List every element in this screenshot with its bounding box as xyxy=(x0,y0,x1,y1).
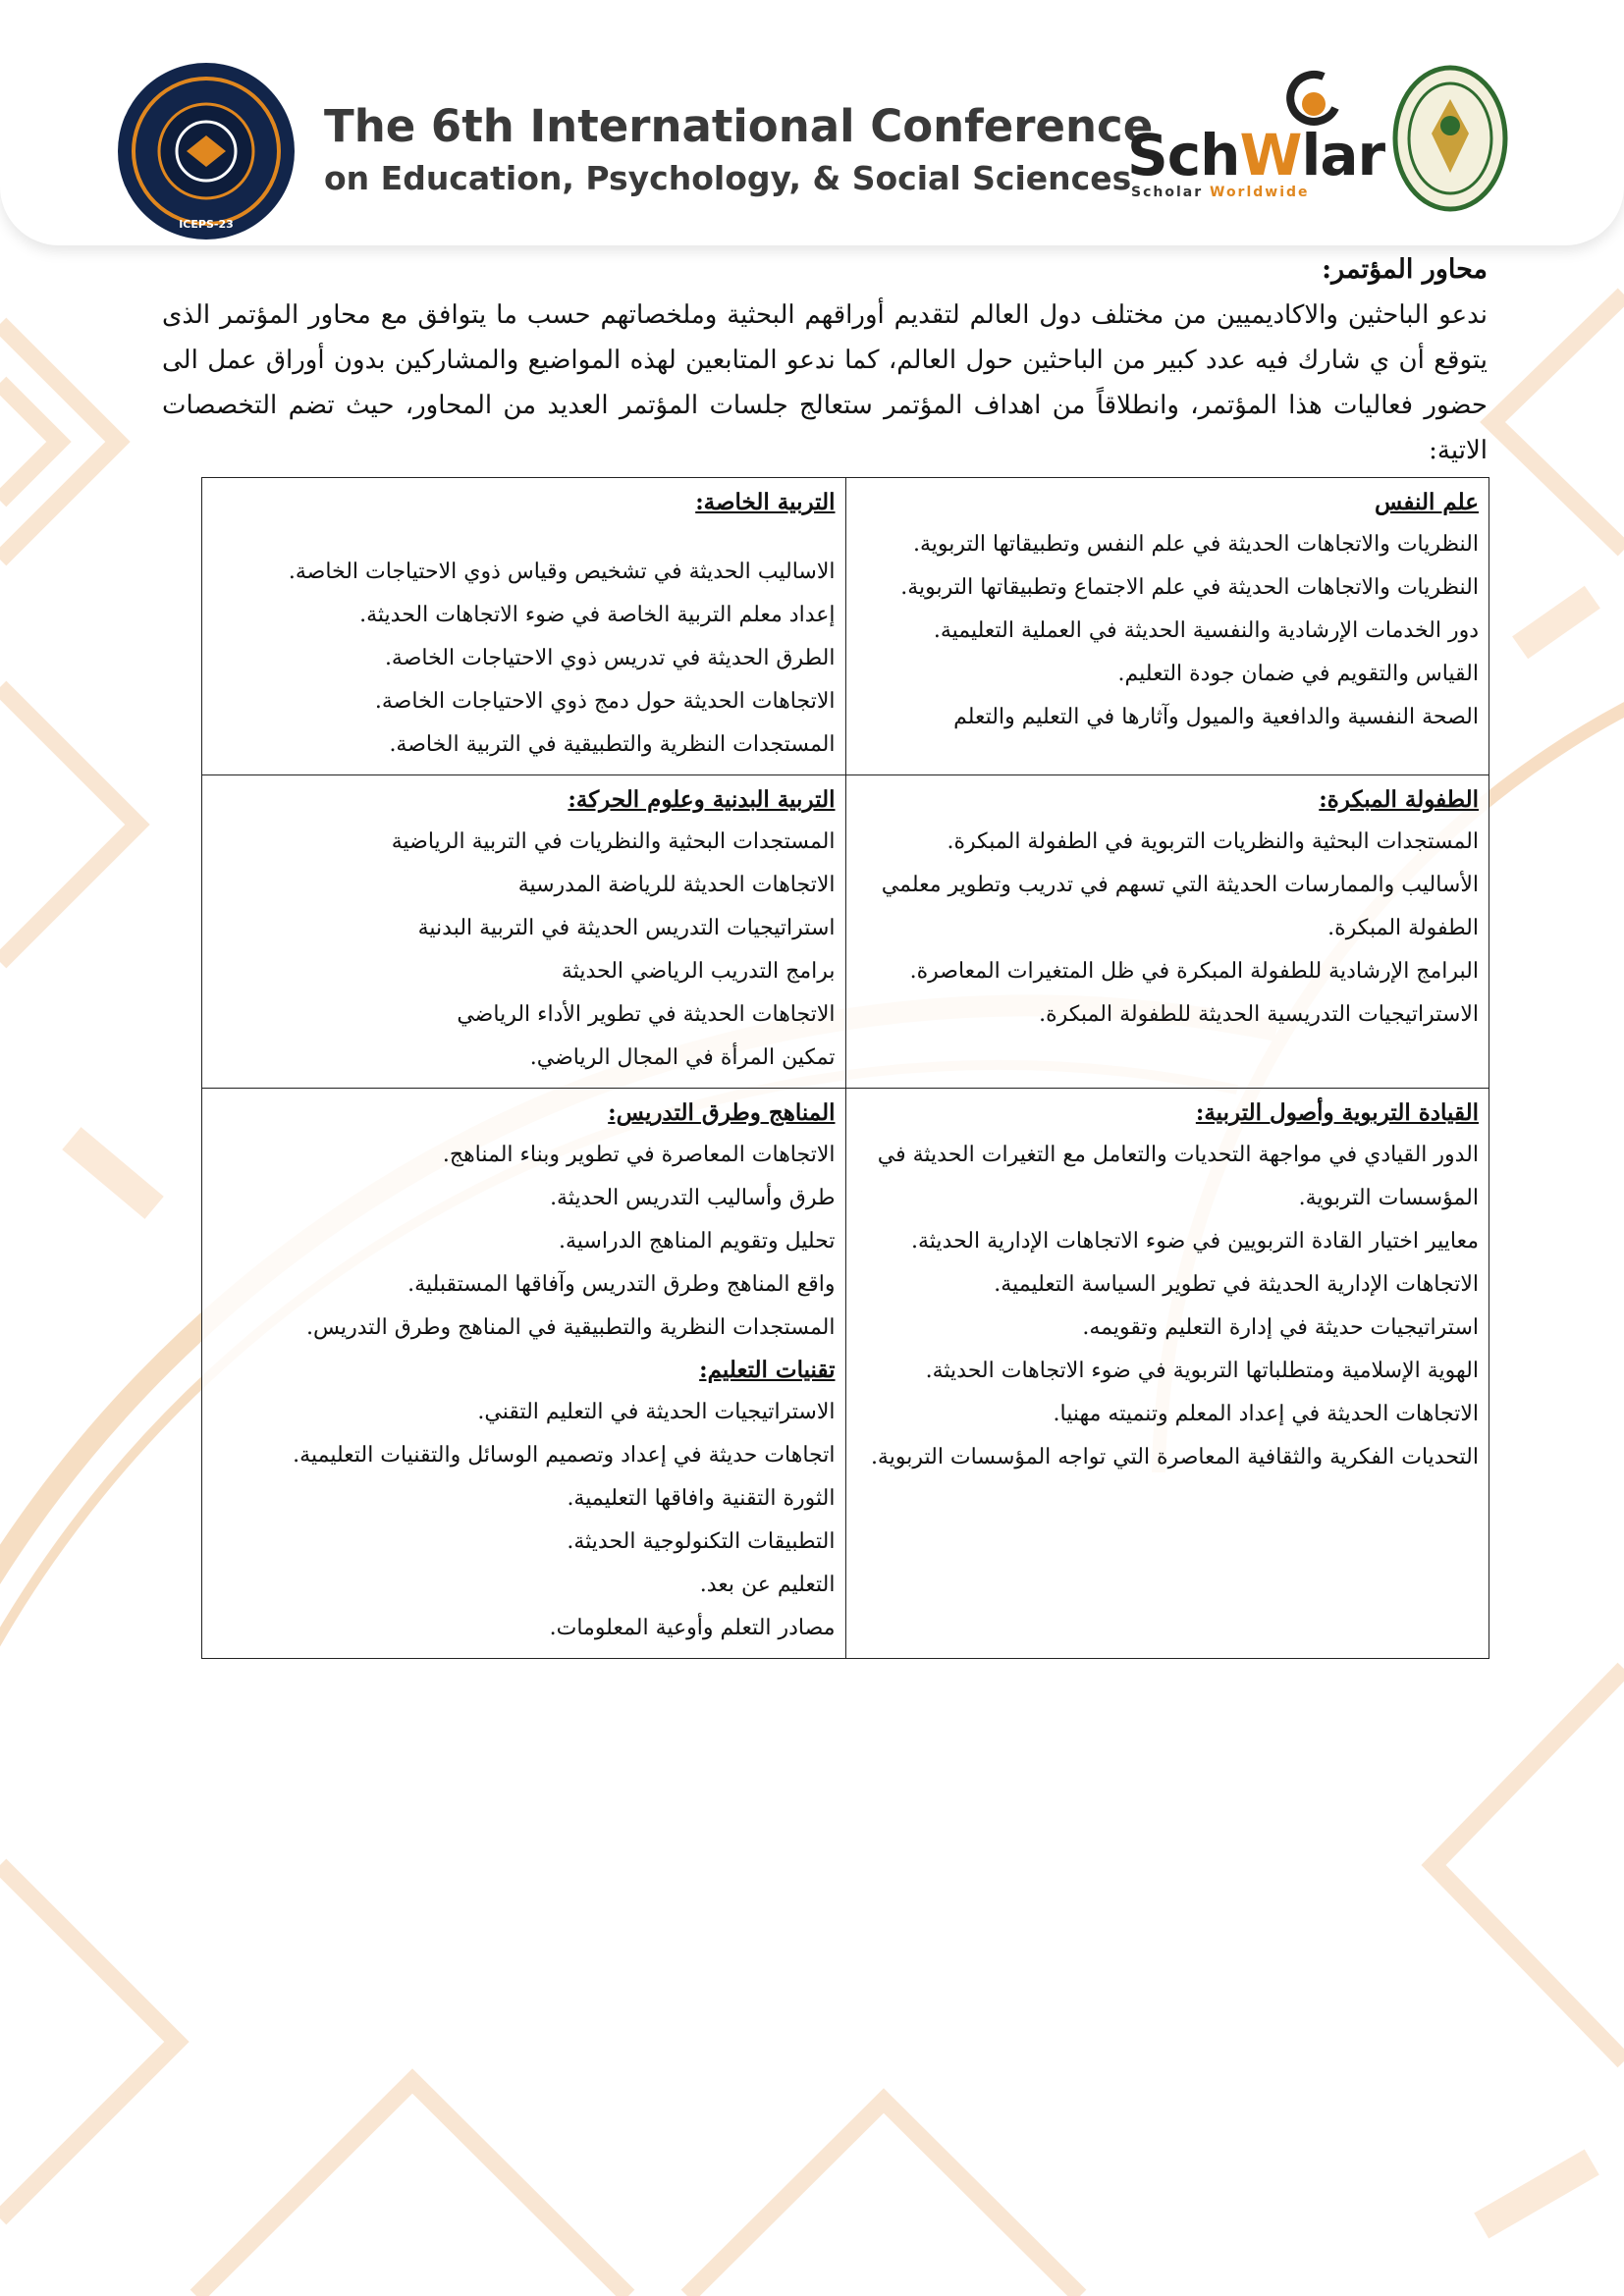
topic-item: الاساليب الحديثة في تشخيص وقياس ذوي الاحتياجات الخاصة. xyxy=(288,560,836,584)
topic-item: الدور القيادي في مواجهة التحديات والتعامل مع التغيرات الحديثة في المؤسسات التربوية. xyxy=(877,1143,1479,1210)
topic-cell-physical-education xyxy=(202,775,846,1089)
topic-item: الهوية الإسلامية ومتطلباتها التربوية في ضوء الاتجاهات الحديثة. xyxy=(925,1359,1479,1383)
section-title: محاور المؤتمر: xyxy=(1322,254,1488,285)
topic-item: دور الخدمات الإرشادية والنفسية الحديثة في العملية التعليمية. xyxy=(933,618,1479,643)
topic-item: مصادر التعلم وأوعية المعلومات. xyxy=(549,1616,836,1640)
topic-item: الاتجاهات الإدارية الحديثة في تطوير السياسة التعليمية. xyxy=(994,1272,1479,1297)
topic-item: المستجدات البحثية والنظريات في التربية الرياضية xyxy=(391,829,836,854)
table-row xyxy=(202,478,1489,775)
topic-item: معايير اختيار القادة التربويين في ضوء الاتجاهات الإدارية الحديثة. xyxy=(911,1229,1479,1254)
topic-item: النظريات والاتجاهات الحديثة في علم النفس وتطبيقاتها التربوية. xyxy=(913,532,1479,557)
topic-title: التربية الخاصة: xyxy=(695,489,836,515)
main-content xyxy=(162,245,1488,1659)
topic-cell-curricula-and-technology xyxy=(202,1089,846,1659)
scholar-tagline: Scholar Worldwide xyxy=(1131,185,1310,200)
topic-item: القياس والتقويم في ضمان جودة التعليم. xyxy=(1117,662,1479,686)
topic-item: الاتجاهات الحديثة في تطوير الأداء الرياضي xyxy=(457,1002,836,1027)
topic-title: التربية البدنية وعلوم الحركة: xyxy=(568,786,836,813)
conference-seal-logo xyxy=(116,61,297,241)
table-row xyxy=(202,1089,1489,1659)
topic-title: القيادة التربوية وأصول التربية: xyxy=(1195,1099,1479,1126)
topic-item: الاتجاهات الحديثة حول دمج ذوي الاحتياجات الخاصة. xyxy=(374,689,836,714)
scholar-worldwide-logo xyxy=(1127,69,1385,206)
topic-item: التطبيقات التكنولوجية الحديثة. xyxy=(567,1529,836,1554)
topic-item: طرق وأساليب التدريس الحديثة. xyxy=(550,1186,836,1210)
topic-item: استراتيجيات حديثة في إدارة التعليم وتقويمه. xyxy=(1082,1315,1479,1340)
svg-text:ICEPS-23: ICEPS-23 xyxy=(179,218,234,231)
topic-item: تحليل وتقويم المناهج الدراسية. xyxy=(558,1229,836,1254)
topic-item: الصحة النفسية والدافعية والميول وآثارها في التعليم والتعلم xyxy=(953,705,1479,729)
topic-item: إعداد معلم التربية الخاصة في ضوء الاتجاهات الحديثة. xyxy=(359,603,836,627)
topic-item: الأساليب والممارسات الحديثة التي تسهم في تدريب وتطوير معلمي الطفولة المبكرة. xyxy=(881,873,1479,940)
topic-cell-special-education xyxy=(202,478,846,775)
table-row xyxy=(202,775,1489,1089)
topic-item: تمكين المرأة في المجال الرياضي. xyxy=(529,1045,836,1070)
topic-item: برامج التدريب الرياضي الحديثة xyxy=(561,959,836,984)
topic-title: تقنيات التعليم: xyxy=(699,1357,836,1383)
topic-item: اتجاهات حديثة في إعداد وتصميم الوسائل والتقنيات التعليمية. xyxy=(293,1443,836,1468)
topic-item: الطرق الحديثة في تدريس ذوي الاحتياجات الخاصة. xyxy=(384,646,836,670)
intro-paragraph: ندعو الباحثين والاكاديميين من مختلف دول العالم لتقديم أوراقهم البحثية وملخصاتهم حسب ما يتوافق مع محاور المؤتمر الذى يتوقع أن ي شارك فيه عدد كبير من الباحثين حول العالم، كما ندعو المتابعين لهذه المواضيع والمشاركين بدون أوراق عمل الى حضور فعاليات هذا المؤتمر، وانطلاقاً من اهداف المؤتمر ستعالج جلسات المؤتمر العديد من المحاور، حيث تضم التخصصات الاتية: xyxy=(162,300,1488,465)
topic-item: المستجدات النظرية والتطبيقية في المناهج وطرق التدريس. xyxy=(305,1315,836,1340)
topic-cell-educational-leadership xyxy=(845,1089,1489,1659)
page-header xyxy=(0,0,1624,245)
scholar-wordmark: SchWlar xyxy=(1127,122,1385,188)
topic-item: الاتجاهات الحديثة للرياضة المدرسية xyxy=(517,873,836,897)
conference-title xyxy=(324,98,1154,202)
topic-item: المستجدات البحثية والنظريات التربوية في الطفولة المبكرة. xyxy=(947,829,1479,854)
topic-title: المناهج وطرق التدريس: xyxy=(608,1099,836,1126)
topic-item: المستجدات النظرية والتطبيقية في التربية الخاصة. xyxy=(389,732,836,757)
topic-item: واقع المناهج وطرق التدريس وآفاقها المستقبلية. xyxy=(407,1272,836,1297)
conference-title-line1: The 6th International Conference xyxy=(324,100,1154,152)
topic-item: البرامج الإرشادية للطفولة المبكرة في ظل المتغيرات المعاصرة. xyxy=(909,959,1479,984)
topic-item: الاستراتيجيات الحديثة في التعليم التقني. xyxy=(477,1400,836,1424)
topic-title: الطفولة المبكرة: xyxy=(1319,786,1479,813)
topic-item: التعليم عن بعد. xyxy=(699,1573,836,1597)
topic-item: الاستراتيجيات التدريسية الحديثة للطفولة المبكرة. xyxy=(1039,1002,1479,1027)
topic-title: علم النفس xyxy=(1375,489,1479,515)
university-emblem-logo xyxy=(1392,65,1508,212)
topic-item: استراتيجيات التدريس الحديثة في التربية البدنية xyxy=(417,916,836,940)
topic-cell-psychology xyxy=(845,478,1489,775)
conference-title-line2: on Education, Psychology, & Social Sciences xyxy=(324,159,1132,197)
topic-item: الثورة التقنية وافاقها التعليمية. xyxy=(567,1486,836,1511)
topic-item: الاتجاهات الحديثة في إعداد المعلم وتنميته مهنيا. xyxy=(1053,1402,1479,1426)
topic-cell-early-childhood xyxy=(845,775,1489,1089)
topic-item: الاتجاهات المعاصرة في تطوير وبناء المناهج. xyxy=(442,1143,836,1167)
topics-table xyxy=(201,477,1489,1659)
topic-item: التحديات الفكرية والثقافية المعاصرة التي تواجه المؤسسات التربوية. xyxy=(870,1445,1479,1469)
topic-item: النظريات والاتجاهات الحديثة في علم الاجتماع وتطبيقاتها التربوية. xyxy=(900,575,1479,600)
